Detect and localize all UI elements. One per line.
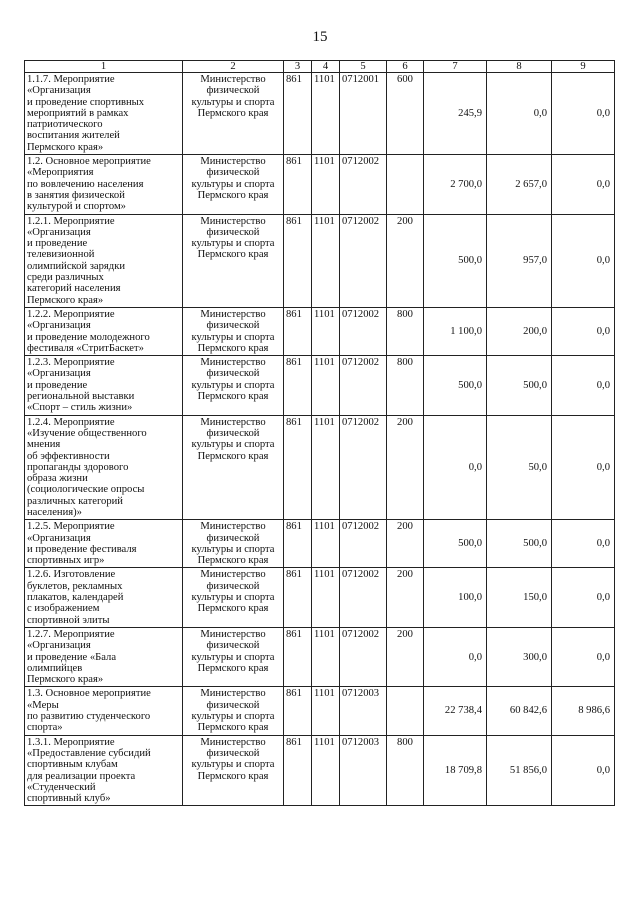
expense-type-cell: 200 — [387, 568, 424, 627]
activity-name-cell: 1.2. Основное мероприятие «Мероприятия по вовлечению населения в занятия физической культурой и спортом» — [25, 155, 183, 214]
target-article-cell: 0712002 — [340, 356, 387, 415]
executor-cell: Министерство физической культуры и спорта Пермского края — [183, 73, 284, 155]
amount-2015-cell: 0,0 — [552, 415, 615, 520]
target-article-cell: 0712002 — [340, 520, 387, 568]
ministry-code-cell: 861 — [284, 735, 312, 806]
amount-2013-cell: 22 738,4 — [424, 687, 487, 735]
executor-cell: Министерство физической культуры и спорта Пермского края — [183, 735, 284, 806]
ministry-code-cell: 861 — [284, 214, 312, 307]
activity-name-cell: 1.2.6. Изготовление буклетов, рекламных плакатов, календарей с изображением спортивной элиты — [25, 568, 183, 627]
amount-2013-cell: 500,0 — [424, 520, 487, 568]
expense-type-cell: 800 — [387, 735, 424, 806]
section-code-cell: 1101 — [312, 356, 340, 415]
ministry-code-cell: 861 — [284, 627, 312, 686]
amount-2013-cell: 2 700,0 — [424, 155, 487, 214]
table-body — [25, 73, 615, 806]
expense-type-cell: 800 — [387, 307, 424, 355]
ministry-code-cell: 861 — [284, 687, 312, 735]
amount-2014-cell: 51 856,0 — [487, 735, 552, 806]
section-code-cell: 1101 — [312, 415, 340, 520]
amount-2013-cell: 500,0 — [424, 214, 487, 307]
header-cell: 4 — [312, 61, 340, 73]
amount-2015-cell: 0,0 — [552, 356, 615, 415]
header-cell: 8 — [487, 61, 552, 73]
amount-2014-cell: 200,0 — [487, 307, 552, 355]
amount-2014-cell: 50,0 — [487, 415, 552, 520]
amount-2014-cell: 500,0 — [487, 356, 552, 415]
target-article-cell: 0712002 — [340, 155, 387, 214]
section-code-cell: 1101 — [312, 627, 340, 686]
target-article-cell: 0712002 — [340, 307, 387, 355]
executor-cell: Министерство физической культуры и спорта Пермского края — [183, 520, 284, 568]
amount-2015-cell: 0,0 — [552, 735, 615, 806]
executor-cell: Министерство физической культуры и спорта Пермского края — [183, 307, 284, 355]
target-article-cell: 0712001 — [340, 73, 387, 155]
section-code-cell: 1101 — [312, 214, 340, 307]
activity-name-cell: 1.1.7. Мероприятие «Организация и проведение спортивных мероприятий в рамках патриотического воспитания жителей Пермского края» — [25, 73, 183, 155]
header-cell: 6 — [387, 61, 424, 73]
header-row — [25, 61, 615, 73]
header-cell: 7 — [424, 61, 487, 73]
amount-2014-cell: 300,0 — [487, 627, 552, 686]
executor-cell: Министерство физической культуры и спорта Пермского края — [183, 155, 284, 214]
section-code-cell: 1101 — [312, 735, 340, 806]
table-row — [25, 307, 615, 355]
amount-2013-cell: 0,0 — [424, 415, 487, 520]
header-cell: 2 — [183, 61, 284, 73]
section-code-cell: 1101 — [312, 520, 340, 568]
expense-type-cell: 600 — [387, 73, 424, 155]
table-row — [25, 356, 615, 415]
amount-2014-cell: 0,0 — [487, 73, 552, 155]
section-code-cell: 1101 — [312, 687, 340, 735]
activity-name-cell: 1.3. Основное мероприятие «Меры по развитию студенческого спорта» — [25, 687, 183, 735]
amount-2013-cell: 245,9 — [424, 73, 487, 155]
amount-2015-cell: 0,0 — [552, 73, 615, 155]
activity-name-cell: 1.2.2. Мероприятие «Организация и проведение молодежного фестиваля «СтритБаскет» — [25, 307, 183, 355]
ministry-code-cell: 861 — [284, 520, 312, 568]
ministry-code-cell: 861 — [284, 356, 312, 415]
executor-cell: Министерство физической культуры и спорта Пермского края — [183, 214, 284, 307]
target-article-cell: 0712002 — [340, 214, 387, 307]
expense-type-cell — [387, 687, 424, 735]
target-article-cell: 0712002 — [340, 415, 387, 520]
amount-2015-cell: 0,0 — [552, 627, 615, 686]
amount-2015-cell: 0,0 — [552, 568, 615, 627]
table-row — [25, 214, 615, 307]
ministry-code-cell: 861 — [284, 73, 312, 155]
amount-2014-cell: 500,0 — [487, 520, 552, 568]
activity-name-cell: 1.2.4. Мероприятие «Изучение общественного мнения об эффективности пропаганды здорового образа жизни (социологические опросы различных категорий населения)» — [25, 415, 183, 520]
executor-cell: Министерство физической культуры и спорта Пермского края — [183, 568, 284, 627]
activity-name-cell: 1.3.1. Мероприятие «Предоставление субсидий спортивным клубам для реализации проекта «Студенческий спортивный клуб» — [25, 735, 183, 806]
table-row — [25, 568, 615, 627]
activity-name-cell: 1.2.1. Мероприятие «Организация и проведение телевизионной олимпийской зарядки среди различных категорий населения Пермского края» — [25, 214, 183, 307]
amount-2013-cell: 1 100,0 — [424, 307, 487, 355]
amount-2015-cell: 0,0 — [552, 307, 615, 355]
amount-2015-cell: 8 986,6 — [552, 687, 615, 735]
expense-type-cell: 200 — [387, 520, 424, 568]
header-cell: 5 — [340, 61, 387, 73]
executor-cell: Министерство физической культуры и спорта Пермского края — [183, 356, 284, 415]
budget-table — [24, 60, 615, 806]
header-cell: 3 — [284, 61, 312, 73]
expense-type-cell: 200 — [387, 627, 424, 686]
amount-2013-cell: 0,0 — [424, 627, 487, 686]
expense-type-cell: 200 — [387, 214, 424, 307]
amount-2015-cell: 0,0 — [552, 214, 615, 307]
ministry-code-cell: 861 — [284, 155, 312, 214]
expense-type-cell: 200 — [387, 415, 424, 520]
amount-2014-cell: 150,0 — [487, 568, 552, 627]
expense-type-cell — [387, 155, 424, 214]
amount-2015-cell: 0,0 — [552, 155, 615, 214]
expense-type-cell: 800 — [387, 356, 424, 415]
amount-2014-cell: 2 657,0 — [487, 155, 552, 214]
table-row — [25, 73, 615, 155]
amount-2013-cell: 100,0 — [424, 568, 487, 627]
page-number: 15 — [312, 29, 328, 45]
section-code-cell: 1101 — [312, 155, 340, 214]
activity-name-cell: 1.2.3. Мероприятие «Организация и проведение региональной выставки «Спорт – стиль жизни» — [25, 356, 183, 415]
activity-name-cell: 1.2.5. Мероприятие «Организация и проведение фестиваля спортивных игр» — [25, 520, 183, 568]
ministry-code-cell: 861 — [284, 307, 312, 355]
ministry-code-cell: 861 — [284, 568, 312, 627]
executor-cell: Министерство физической культуры и спорта Пермского края — [183, 627, 284, 686]
table-row — [25, 735, 615, 806]
header-cell: 1 — [25, 61, 183, 73]
executor-cell: Министерство физической культуры и спорта Пермского края — [183, 687, 284, 735]
amount-2014-cell: 957,0 — [487, 214, 552, 307]
table-row — [25, 627, 615, 686]
target-article-cell: 0712002 — [340, 568, 387, 627]
activity-name-cell: 1.2.7. Мероприятие «Организация и проведение «Бала олимпийцев Пермского края» — [25, 627, 183, 686]
amount-2013-cell: 500,0 — [424, 356, 487, 415]
table-row — [25, 520, 615, 568]
section-code-cell: 1101 — [312, 568, 340, 627]
table-row — [25, 155, 615, 214]
section-code-cell: 1101 — [312, 307, 340, 355]
section-code-cell: 1101 — [312, 73, 340, 155]
target-article-cell: 0712002 — [340, 627, 387, 686]
amount-2013-cell: 18 709,8 — [424, 735, 487, 806]
target-article-cell: 0712003 — [340, 687, 387, 735]
table-row — [25, 415, 615, 520]
header-cell: 9 — [552, 61, 615, 73]
amount-2015-cell: 0,0 — [552, 520, 615, 568]
target-article-cell: 0712003 — [340, 735, 387, 806]
amount-2014-cell: 60 842,6 — [487, 687, 552, 735]
executor-cell: Министерство физической культуры и спорта Пермского края — [183, 415, 284, 520]
ministry-code-cell: 861 — [284, 415, 312, 520]
table-row — [25, 687, 615, 735]
